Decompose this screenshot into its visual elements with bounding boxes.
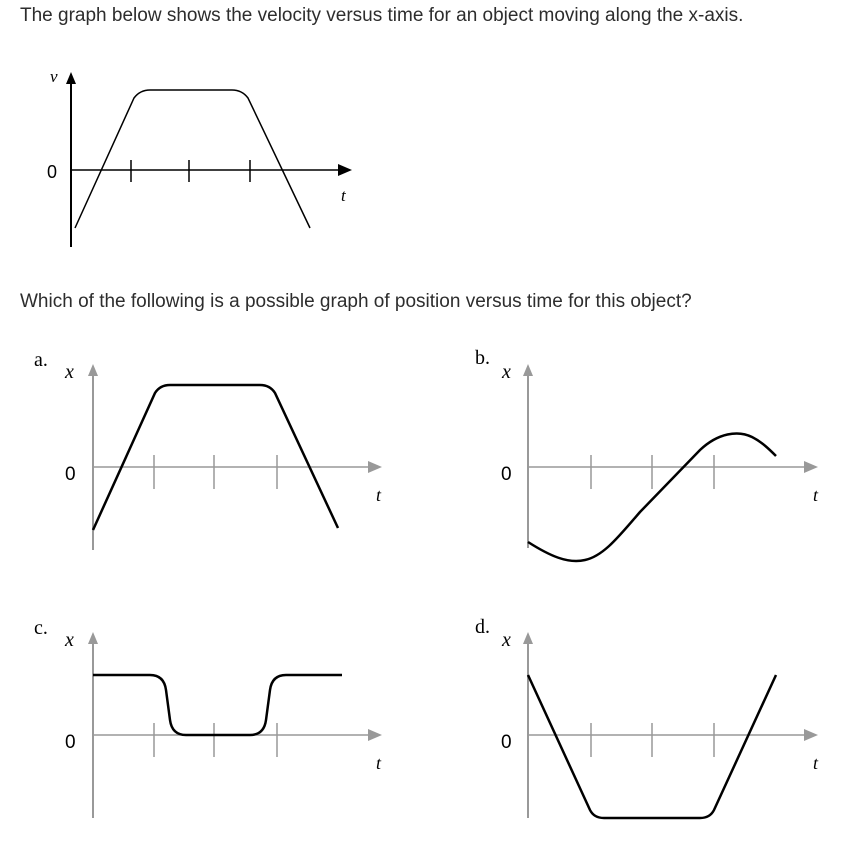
option-d-origin-label: 0 [501, 732, 512, 753]
prompt-text: Which of the following is a possible graph of position versus time for this object? [20, 291, 692, 312]
option-b-x-axis-arrow-icon [523, 364, 533, 376]
option-a-y-label: x [65, 361, 74, 383]
option-a-curve [93, 385, 338, 530]
option-d-letter: d. [475, 616, 490, 638]
option-a-t-axis-arrow-icon [368, 461, 382, 473]
velocity-curve [75, 90, 310, 228]
option-a-x-axis-arrow-icon [88, 364, 98, 376]
option-d-y-label: x [502, 629, 511, 651]
option-b-letter: b. [475, 347, 490, 369]
option-a-letter: a. [34, 349, 48, 371]
option-c-graph[interactable] [34, 617, 382, 818]
option-b-curve [528, 433, 776, 561]
option-c-origin-label: 0 [65, 732, 76, 753]
velocity-graph [47, 67, 352, 247]
option-a-t-label: t [376, 485, 382, 505]
option-d-x-axis-arrow-icon [523, 632, 533, 644]
option-b-t-label: t [813, 485, 819, 505]
option-c-t-axis-arrow-icon [368, 729, 382, 741]
option-a-graph[interactable] [34, 349, 382, 550]
question-text: The graph below shows the velocity versus time for an object moving along the x-axis. [20, 5, 744, 26]
option-b-graph[interactable] [475, 347, 819, 561]
origin-label: 0 [47, 162, 58, 182]
option-d-t-axis-arrow-icon [804, 729, 818, 741]
option-b-y-label: x [502, 361, 511, 383]
t-axis-label: t [341, 186, 346, 205]
option-c-x-axis-arrow-icon [88, 632, 98, 644]
option-c-y-label: x [65, 629, 74, 651]
option-b-t-axis-arrow-icon [804, 461, 818, 473]
option-c-t-label: t [376, 753, 382, 773]
v-axis-label: v [50, 67, 58, 86]
t-axis-arrow-icon [338, 164, 352, 176]
option-c-letter: c. [34, 617, 48, 639]
option-d-graph[interactable] [475, 616, 819, 818]
v-axis-arrow-icon [66, 72, 76, 84]
option-d-t-label: t [813, 753, 819, 773]
option-b-origin-label: 0 [501, 464, 512, 485]
option-a-origin-label: 0 [65, 464, 76, 485]
option-c-curve [93, 675, 342, 735]
